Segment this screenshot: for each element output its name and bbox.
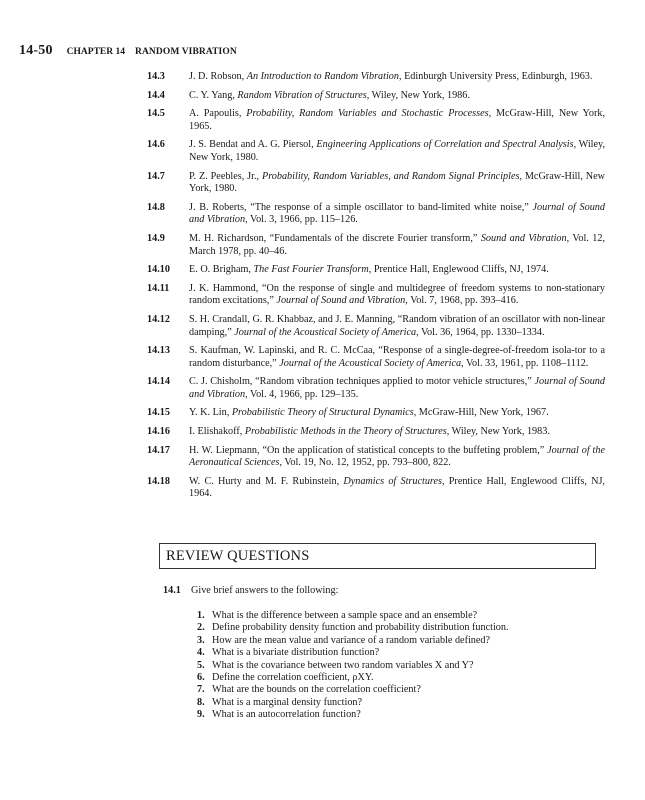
- reference-entry: [147, 139, 605, 164]
- reference-number: 14.11: [147, 282, 170, 294]
- reference-number: 14.6: [147, 139, 165, 151]
- reference-number: 14.4: [147, 89, 165, 101]
- reference-number: 14.13: [147, 345, 170, 357]
- reference-number: 14.12: [147, 313, 170, 325]
- reference-details: , McGraw-Hill, New York, 1967.: [413, 407, 549, 419]
- reference-authors: E. O. Brigham,: [189, 264, 254, 276]
- question-item-text: Define probability density function and probability distribution function.: [212, 622, 509, 634]
- reference-details: , Vol. 7, 1968, pp. 393–416.: [405, 295, 519, 307]
- reference-details: , McGraw-Hill, New York, 1980.: [189, 170, 605, 195]
- question-item: [197, 684, 597, 696]
- reference-entry: [147, 407, 605, 420]
- reference-title: Journal of the Aeronautical Sciences: [189, 444, 605, 469]
- question-item-number: 8.: [197, 696, 205, 708]
- reference-title: Engineering Applications of Correlation and Spectral Analysis: [316, 139, 574, 151]
- question-item: [197, 635, 597, 647]
- question-item-number: 3.: [197, 634, 205, 646]
- reference-title: Probabilistic Theory of Structural Dynamics: [231, 407, 414, 419]
- reference-title: Journal of Sound and Vibration: [189, 201, 605, 226]
- question-item-number: 4.: [197, 647, 205, 659]
- reference-entry: [147, 426, 605, 439]
- reference-entry: [147, 171, 605, 196]
- reference-authors: S. Kaufman, W. Lapinski, and R. C. McCaa, “Response of a single-degree-of-freedom isola-tor to a random disturbance,”: [189, 345, 605, 369]
- reference-details: , Vol. 4, 1966, pp. 129–135.: [245, 388, 359, 400]
- reference-title: An Introduction to Random Vibration: [246, 71, 399, 82]
- reference-title: Journal of Sound and Vibration: [189, 376, 605, 400]
- question-item: [197, 660, 597, 672]
- reference-details: , Vol. 33, 1961, pp. 1108–1112.: [461, 357, 589, 369]
- reference-entry: [147, 233, 605, 258]
- question-item-text: What is an autocorrelation function?: [212, 709, 361, 721]
- question-item-number: 6.: [197, 672, 205, 684]
- question-item-text: What are the bounds on the correlation coefficient?: [212, 684, 421, 696]
- reference-details: , Prentice Hall, Englewood Cliffs, NJ, 1974.: [368, 264, 549, 276]
- reference-authors: W. C. Hurty and M. F. Rubinstein,: [189, 475, 344, 487]
- reference-number: 14.16: [147, 426, 170, 438]
- question-item-text: Define the correlation coefficient, ρXY.: [212, 672, 374, 684]
- reference-entry: [147, 476, 605, 501]
- reference-details: , Vol. 12, March 1978, pp. 40–46.: [189, 232, 605, 257]
- reference-authors: H. W. Liepmann, “On the application of statistical concepts to the buffeting problem,”: [189, 444, 548, 456]
- reference-entry: [147, 90, 605, 103]
- reference-title: Journal of the Acoustical Society of America: [279, 357, 462, 369]
- reference-number: 14.9: [147, 232, 165, 244]
- reference-number: 14.10: [147, 264, 170, 276]
- question-item: [197, 672, 597, 684]
- running-header: [19, 41, 237, 57]
- question-item-number: 2.: [197, 622, 205, 634]
- question-main: [163, 585, 603, 598]
- reference-authors: M. H. Richardson, “Fundamentals of the discrete Fourier transform,”: [189, 232, 481, 244]
- reference-details: , Prentice Hall, Englewood Cliffs, NJ, 1964.: [189, 475, 605, 500]
- reference-title: Dynamics of Structures: [343, 475, 442, 487]
- reference-title: Sound and Vibration: [480, 232, 567, 244]
- reference-entry: [147, 314, 605, 339]
- reference-authors: Y. K. Lin,: [189, 407, 232, 419]
- reference-entry: [147, 445, 605, 470]
- page-number: 14-50: [19, 43, 53, 58]
- question-item-number: 9.: [197, 709, 205, 721]
- reference-title: The Fast Fourier Transform: [253, 264, 369, 276]
- question-item-text: What is a bivariate distribution function?: [212, 647, 380, 659]
- reference-authors: J. D. Robson,: [189, 71, 247, 82]
- reference-details: , Vol. 19, No. 12, 1952, pp. 793–800, 822.: [279, 457, 451, 469]
- question-item-text: What is a marginal density function?: [212, 696, 363, 708]
- question-number: 14.1: [163, 585, 181, 596]
- reference-authors: S. H. Crandall, G. R. Khabbaz, and J. E. Manning, “Random vibration of an oscillator with non-linear damping,”: [189, 313, 605, 338]
- reference-number: 14.14: [147, 376, 170, 388]
- review-questions-box: [159, 543, 596, 569]
- question-item: [197, 647, 597, 659]
- reference-details: , Vol. 3, 1966, pp. 115–126.: [245, 214, 358, 226]
- reference-number: 14.17: [147, 444, 170, 456]
- reference-number: 14.3: [147, 71, 165, 82]
- reference-entry: [147, 202, 605, 227]
- reference-title: Journal of Sound and Vibration: [276, 295, 406, 307]
- reference-title: Probability, Random Variables and Stochastic Processes: [246, 108, 489, 120]
- reference-title: Probability, Random Variables, and Random Signal Principles: [261, 170, 520, 182]
- reference-authors: C. J. Chisholm, “Random vibration techniques applied to motor vehicle structures,”: [189, 376, 535, 388]
- question-item-text: How are the mean value and variance of a random variable defined?: [212, 634, 491, 646]
- question-text: Give brief answers to the following:: [191, 585, 339, 596]
- question-item-number: 1.: [197, 610, 205, 621]
- reference-authors: C. Y. Yang,: [189, 89, 238, 101]
- review-questions-heading: REVIEW QUESTIONS: [166, 548, 310, 564]
- reference-number: 14.18: [147, 475, 170, 487]
- reference-number: 14.7: [147, 170, 165, 182]
- reference-authors: A. Papoulis,: [189, 108, 247, 120]
- reference-authors: J. B. Roberts, “The response of a simple oscillator to band-limited white noise,”: [189, 201, 533, 213]
- question-item: [197, 709, 597, 721]
- reference-entry: [147, 264, 605, 277]
- reference-number: 14.8: [147, 201, 165, 213]
- reference-title: Random Vibration of Structures: [237, 89, 367, 101]
- reference-entry: [147, 283, 605, 308]
- chapter-label: CHAPTER 14: [66, 47, 125, 57]
- chapter-title: RANDOM VIBRATION: [135, 47, 237, 57]
- reference-title: Probabilistic Methods in the Theory of Structures: [244, 426, 447, 438]
- reference-details: , Vol. 36, 1964, pp. 1330–1334.: [416, 326, 545, 338]
- reference-authors: I. Elishakoff,: [189, 426, 245, 438]
- reference-entry: [147, 345, 605, 370]
- reference-authors: P. Z. Peebles, Jr.,: [189, 170, 262, 182]
- question-item: [197, 697, 597, 709]
- reference-number: 14.5: [147, 108, 165, 120]
- reference-title: Journal of the Acoustical Society of America: [234, 326, 417, 338]
- question-item-number: 7.: [197, 684, 205, 696]
- reference-entry: [147, 376, 605, 401]
- reference-entry: [147, 71, 605, 84]
- question-item-text: What is the difference between a sample space and an ensemble?: [212, 610, 478, 621]
- reference-details: , Wiley, New York, 1980.: [189, 139, 606, 163]
- reference-entry: [147, 108, 605, 133]
- reference-details: , McGraw-Hill, New York, 1965.: [189, 108, 606, 132]
- reference-details: , Edinburgh University Press, Edinburgh, 1963.: [398, 71, 593, 82]
- reference-details: , Wiley, New York, 1986.: [366, 89, 470, 101]
- question-item-text: What is the covariance between two random variables X and Y?: [212, 659, 474, 671]
- question-item-number: 5.: [197, 659, 205, 671]
- reference-authors: J. S. Bendat and A. G. Piersol,: [189, 139, 317, 151]
- question-item: [197, 610, 597, 622]
- question-sub-list: [197, 610, 597, 722]
- reference-list: [147, 71, 605, 507]
- question-item: [197, 622, 597, 634]
- reference-details: , Wiley, New York, 1983.: [446, 426, 550, 438]
- reference-number: 14.15: [147, 407, 170, 419]
- reference-authors: J. K. Hammond, “On the response of single and multidegree of freedom systems to non-stationary random excitations,”: [189, 282, 605, 307]
